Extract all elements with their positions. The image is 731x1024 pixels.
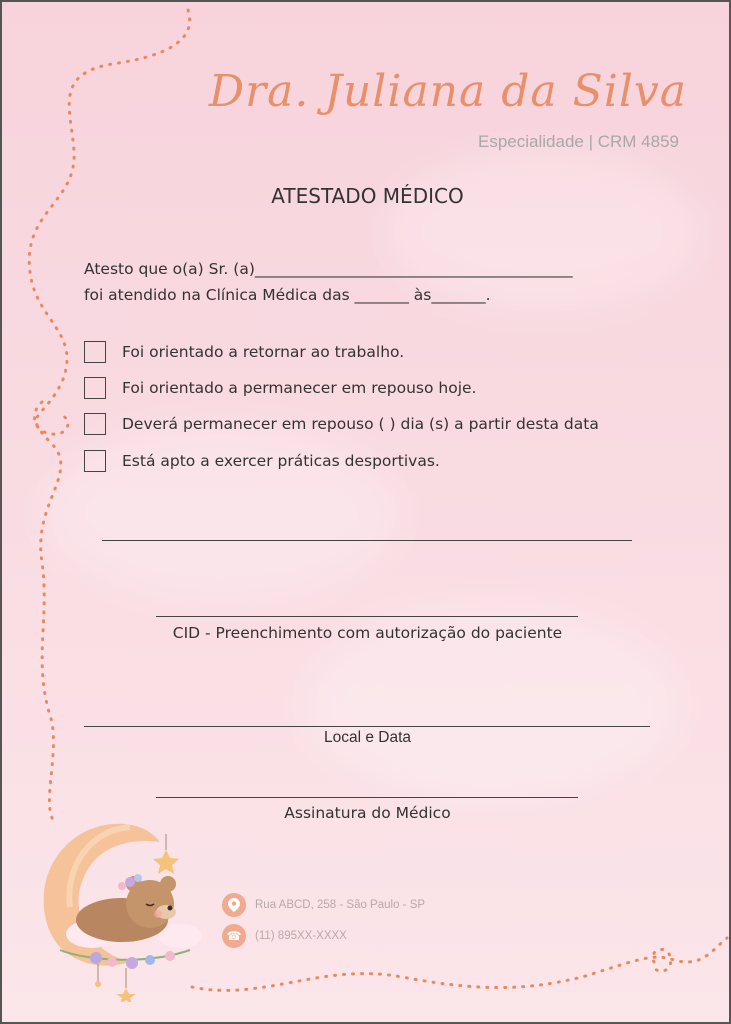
doctor-specialty: Especialidade | CRM 4859 (478, 132, 679, 151)
teddy-bear-moon-illustration (30, 812, 210, 1002)
option-checkbox[interactable] (84, 450, 106, 472)
statement-line-1: Atesto que o(a) Sr. (a)_________________________________________ (84, 260, 573, 278)
option-label: Foi orientado a retornar ao trabalho. (122, 343, 405, 361)
phone-icon: ☎ (222, 924, 246, 948)
footer-phone (222, 924, 347, 948)
footer-address (222, 893, 425, 917)
signature-caption: Assinatura do Médico (284, 804, 451, 822)
phone-text: (11) 895XX-XXXX (255, 930, 347, 942)
doctor-name: Dra. Juliana da Silva (208, 66, 687, 117)
document-title: ATESTADO MÉDICO (271, 184, 464, 208)
option-checkbox[interactable] (84, 413, 106, 435)
option-rest-days[interactable] (84, 413, 599, 435)
option-label: Deverá permanecer em repouso ( ) dia (s) a partir desta data (122, 415, 599, 433)
option-return-to-work[interactable] (84, 341, 404, 363)
signature-line[interactable] (156, 797, 578, 798)
option-rest-today[interactable] (84, 377, 476, 399)
cid-caption: CID - Preenchimento com autorização do paciente (172, 624, 563, 642)
statement-line-2: foi atendido na Clínica Médica das _______ às_______. (84, 286, 491, 304)
option-label: Está apto a exercer práticas desportivas. (122, 452, 440, 470)
local-date-caption: Local e Data (323, 729, 412, 746)
option-checkbox[interactable] (84, 341, 106, 363)
notes-line[interactable] (102, 540, 632, 541)
map-pin-icon (222, 893, 246, 917)
option-label: Foi orientado a permanecer em repouso hoje. (122, 379, 477, 397)
option-checkbox[interactable] (84, 377, 106, 399)
cid-line[interactable] (156, 616, 578, 617)
address-text: Rua ABCD, 258 - São Paulo - SP (255, 899, 426, 911)
local-date-line[interactable] (84, 726, 650, 727)
option-fit-for-sports[interactable] (84, 450, 440, 472)
